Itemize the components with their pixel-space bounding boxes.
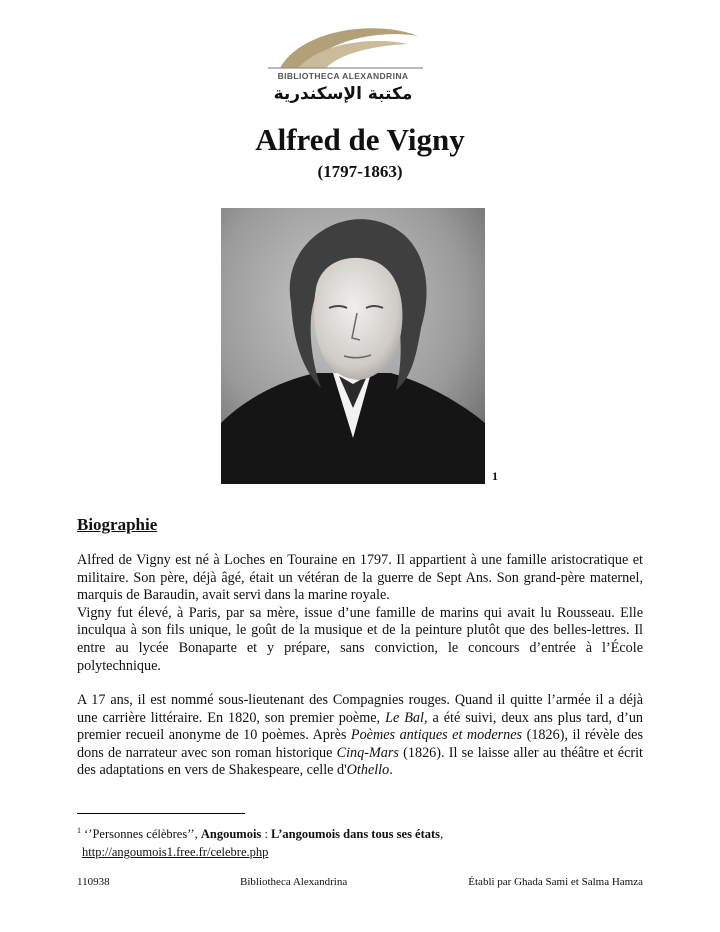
footnote-site: Angoumois: [200, 827, 262, 842]
biography-text: (1826). Il se laisse aller au théâtre et écrit des adaptations en vers de Shakespeare, celle d': [77, 744, 643, 779]
footnote-separator-text: :: [261, 827, 272, 842]
portrait-footnote-marker: 1: [492, 469, 498, 483]
biography-text: (1826), il révèle des dons de narrateur avec son roman historique: [77, 727, 643, 761]
footnote-url-link[interactable]: http://angoumois1.free.fr/celebre.php: [82, 845, 269, 860]
work-title-poemes: Poèmes antiques et modernes: [350, 727, 523, 744]
logo-latin-text: BIBLIOTHECA ALEXANDRINA: [277, 71, 409, 81]
logo-arabic-text: مكتبة الإسكندرية: [273, 84, 413, 104]
footer-credit: Établi par Ghada Sami et Salma Hamza: [468, 876, 643, 888]
biography-text: A 17 ans, il est nommé sous-lieutenant des Compagnies rouges. Quand il quitte l’armée il a déjà une carrière littéraire. En 1820, son premier poème,: [77, 692, 643, 726]
biography-paragraph-2: [77, 692, 643, 780]
work-title-cinq-mars: Cinq-Mars: [336, 744, 399, 761]
life-dates: (1797-1863): [317, 162, 403, 181]
bibliotheca-alexandrina-logo: [258, 22, 428, 110]
work-title-le-bal: Le Bal: [385, 709, 424, 726]
footnote-source: ‘’Personnes célèbres’’,: [84, 827, 201, 842]
footnote-number: 1: [77, 826, 81, 835]
biography-text: , a été suivi, deux ans plus tard, d’un premier recueil anonyme de 10 poèmes. Après: [77, 709, 644, 744]
footnote: [77, 822, 677, 861]
portrait-image: [221, 208, 485, 484]
logo-arc-icon: [258, 22, 428, 72]
footnote-trail: ,: [440, 827, 444, 842]
footnote-tagline: L’angoumois dans tous ses états: [271, 827, 441, 842]
portrait-engraving-icon: [221, 208, 485, 484]
work-title-othello: Othello: [346, 762, 390, 779]
section-heading-biographie: Biographie: [77, 515, 158, 534]
footnote-separator: [77, 813, 245, 814]
biography-text: .: [389, 762, 393, 779]
page-title: Alfred de Vigny: [255, 122, 465, 157]
footer-code: 110938: [77, 876, 110, 888]
biography-paragraph-1-line-1: Alfred de Vigny est né à Loches en Touraine en 1797. Il appartient à une famille aristocratique et militaire. Son père, déjà âgé, était un vétéran de la guerre de Sept Ans. Son grand-père maternel, marquis de Baraudin, avait servi dans la marine royale.: [77, 552, 643, 604]
footnote-citation: [77, 822, 677, 843]
footer-library: Bibliotheca Alexandrina: [240, 876, 348, 888]
biography-paragraph-1-line-2: Vigny fut élevé, à Paris, par sa mère, issue d’une famille de marins qui avait lu Rousseau. Elle inculqua à son fils unique, le goût de la musique et de la peinture plutôt que des belles-lettres. Il entre au lycée Bonaparte et y prépare, sans conviction, le concours d’entrée à l’École polytechnique.: [77, 604, 643, 674]
biography-paragraph-1: [77, 552, 643, 675]
